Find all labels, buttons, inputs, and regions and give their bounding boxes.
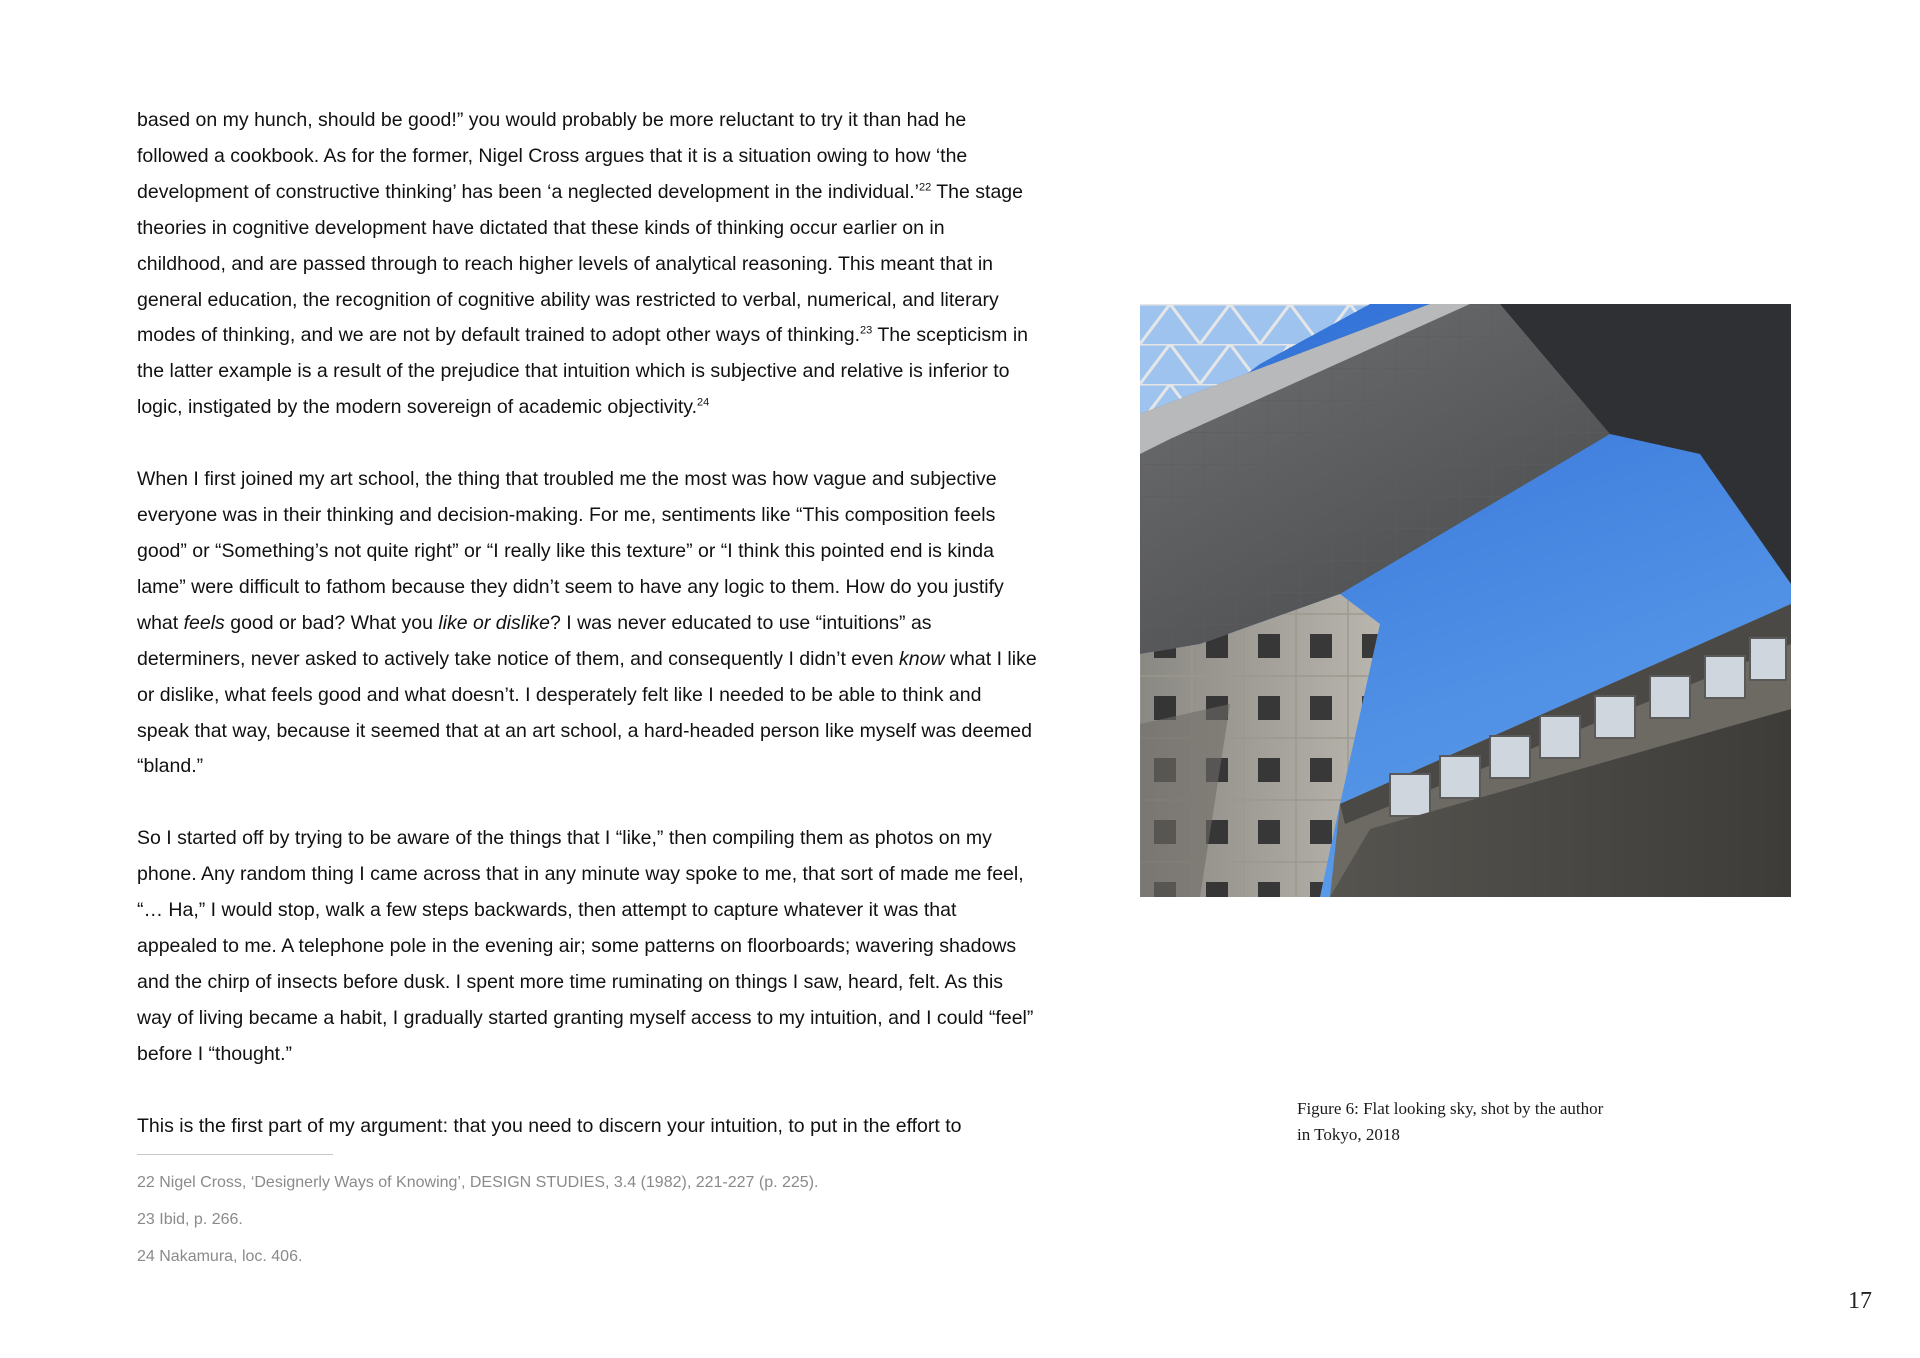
paragraph-text: ? I was never educated to use “intuitions” as determiners, never asked to actively take notice of them, and consequently I didn’t even (137, 611, 932, 670)
footnote: 22 Nigel Cross, ‘Designerly Ways of Knowing’, DESIGN STUDIES, 3.4 (1982), 221-227 (p. 225). (137, 1174, 819, 1191)
footnote-ref[interactable]: 23 (860, 324, 873, 337)
paragraph-text: based on my hunch, should be good!” you would probably be more reluctant to try it than had he followed a cookbook. As for the former, Nigel Cross argues that it is a situation owing to how ‘the development of constructive thinking’ has been ‘a neglected development in the individual.’ (137, 109, 968, 203)
footnote: 23 Ibid, p. 266. (137, 1211, 243, 1228)
figure-caption (1297, 1096, 1657, 1148)
caption-line: Figure 6: Flat looking sky, shot by the author (1297, 1099, 1604, 1118)
footnote-ref[interactable]: 22 (918, 181, 932, 194)
paragraph: So I started off by trying to be aware of the things that I “like,” then compiling them as photos on my phone. Any random thing I came across that in any minute way spoke to me, that sort of made me feel, “… Ha,” I would stop, walk a few steps backwards, then attempt to capture whatever it was that appealed to me. A telephone pole in the evening air; some patterns on floorboards; wavering shadows and the chirp of insects before dusk. I spent more time ruminating on things I saw, heard, felt. As this way of living became a habit, I gradually started granting myself access to my intuition, and I could “feel” before I “thought.” (137, 827, 1034, 1065)
paragraph-text: The scepticism in the latter example is a result of the prejudice that intuition which is subjective and relative is inferior to logic, instigated by the modern sovereign of academic objectivity. (137, 324, 1028, 419)
footnotes (137, 1164, 818, 1275)
paragraph: This is the first part of my argument: that you need to discern your intuition, to put in the effort to (137, 1114, 962, 1137)
body-text (137, 103, 1037, 1181)
emphasis: like or dislike (438, 611, 550, 634)
paragraph-text: good or bad? What you (224, 611, 439, 634)
footnote-divider (137, 1154, 333, 1155)
emphasis: feels (183, 611, 225, 634)
paragraph (137, 462, 1037, 785)
figure-photo (1140, 304, 1791, 897)
paragraph (137, 103, 1037, 426)
paragraph-text: When I first joined my art school, the thing that troubled me the most was how vague and subjective everyone was in their thinking and decision-making. For me, sentiments like “This composition feels good” or “Something’s not quite right” or “I really like this texture” or “I think this pointed end is kinda lame” were difficult to fathom because they didn’t seem to have any logic to them. How do you justify what (137, 468, 1004, 634)
paragraph-text: what I like or dislike, what feels good and what doesn’t. I desperately felt like I needed to be able to think and speak that way, because it seemed that at an art school, a hard-headed person like myself was deemed “bland.” (137, 647, 1037, 778)
caption-line: in Tokyo, 2018 (1297, 1125, 1400, 1144)
footnote: 24 Nakamura, loc. 406. (137, 1248, 303, 1265)
page-number: 17 (1848, 1288, 1872, 1314)
emphasis: know (899, 647, 945, 670)
footnote-ref[interactable]: 24 (697, 396, 710, 409)
building-sky-photo (1140, 304, 1791, 897)
paragraph-text: The stage theories in cognitive development have dictated that these kinds of thinking occur earlier on in childhood, and are passed through to reach higher levels of analytical reasoning. This meant that in general education, the recognition of cognitive ability was restricted to verbal, numerical, and literary modes of thinking, and we are not by default trained to adopt other ways of thinking. (137, 180, 1023, 347)
